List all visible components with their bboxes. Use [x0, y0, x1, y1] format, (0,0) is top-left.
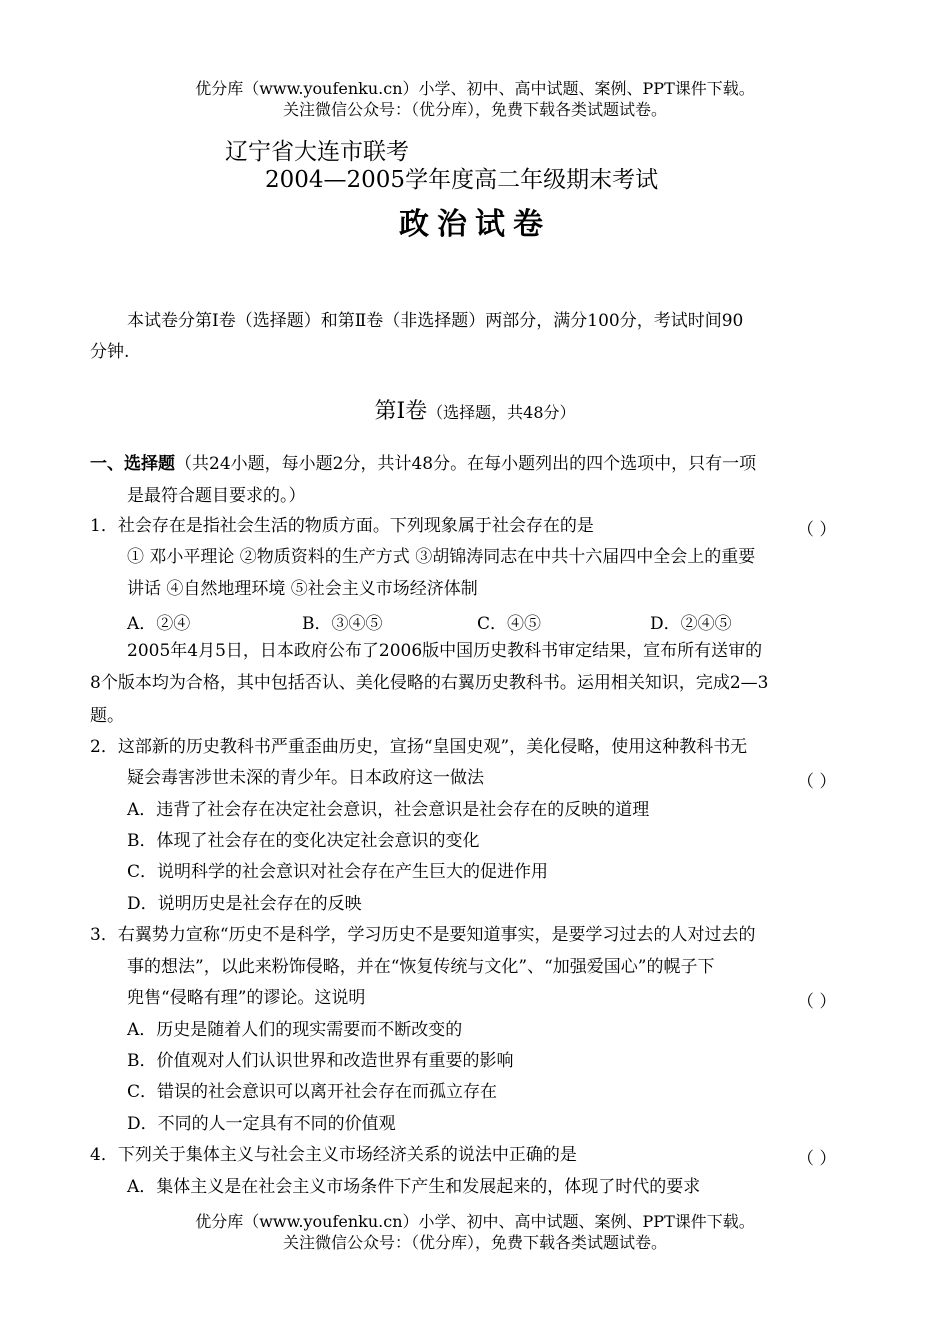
part1-heading [90, 453, 756, 475]
part1-desc: （共24小题，每小题2分，共计48分。在每小题列出的四个选项中，只有一项 [175, 454, 757, 474]
q1-items-1: ① 邓小平理论 ②物质资料的生产方式 ③胡锦涛同志在中共十六届四中全会上的重要 [127, 547, 756, 567]
q2-option-a: A．违背了社会存在决定社会意识，社会意识是社会存在的反映的道理 [127, 800, 650, 820]
section-heading: 第Ⅰ卷 [374, 399, 428, 424]
q3-option-c: C．错误的社会意识可以离开社会存在而孤立存在 [127, 1082, 498, 1102]
part1-desc-2: 是最符合题目要求的。） [127, 486, 306, 506]
intro-line-1: 本试卷分第Ⅰ卷（选择题）和第Ⅱ卷（非选择题）两部分，满分100分，考试时间90 [127, 311, 744, 331]
q3-stem-3: 兜售“侵略有理”的谬论。这说明 [127, 988, 366, 1008]
q2-stem-1: 2．这部新的历史教科书严重歪曲历史，宣扬“皇国史观”，美化侵略，使用这种教科书无 [90, 737, 748, 757]
material-line-1: 2005年4月5日，日本政府公布了2006版中国历史教科书审定结果，宣布所有送审的 [127, 641, 763, 661]
q4-stem: 4．下列关于集体主义与社会主义市场经济关系的说法中正确的是 [90, 1145, 577, 1165]
q2-answer-paren: （ ） [797, 772, 837, 792]
q3-option-b: B．价值观对人们认识世界和改造世界有重要的影响 [127, 1051, 514, 1071]
q2-option-b: B．体现了社会存在的变化决定社会意识的变化 [127, 831, 480, 851]
q1-stem: 1．社会存在是指社会生活的物质方面。下列现象属于社会存在的是 [90, 516, 594, 536]
q4-option-a: A．集体主义是在社会主义市场条件下产生和发展起来的，体现了时代的要求 [127, 1177, 701, 1197]
footer-line-2: 关注微信公众号：（优分库），免费下载各类试题试卷。 [282, 1233, 667, 1252]
q3-option-d: D．不同的人一定具有不同的价值观 [127, 1114, 396, 1134]
q2-stem-2: 疑会毒害涉世未深的青少年。日本政府这一做法 [127, 768, 484, 788]
q3-stem-2: 事的想法”，以此来粉饰侵略，并在“恢复传统与文化”、“加强爱国心”的幌子下 [127, 957, 715, 977]
q3-option-a: A．历史是随着人们的现实需要而不断改变的 [127, 1020, 463, 1040]
page-title: 政治试卷 [399, 207, 551, 242]
q1-items-2: 讲话 ④自然地理环境 ⑤社会主义市场经济体制 [127, 579, 478, 599]
exam-region: 辽宁省大连市联考 [225, 139, 409, 165]
q3-stem-1: 3．右翼势力宣称“历史不是科学，学习历史不是要知道事实，是要学习过去的人对过去的 [90, 925, 756, 945]
intro-line-2: 分钟. [90, 342, 130, 362]
section-title [0, 394, 950, 425]
exam-year: 2004—2005学年度高二年级期末考试 [265, 167, 659, 193]
q1-option-c: C．④⑤ [477, 614, 542, 634]
q2-option-d: D．说明历史是社会存在的反映 [127, 894, 362, 914]
header-line-1: 优分库（www.youfenku.cn）小学、初中、高中试题、案例、PPT课件下载。 [195, 79, 755, 98]
section-note: （选择题，共48分） [427, 403, 576, 422]
q1-option-b: B．③④⑤ [302, 614, 383, 634]
header-line-2: 关注微信公众号：（优分库），免费下载各类试题试卷。 [282, 100, 667, 119]
footer-line-1: 优分库（www.youfenku.cn）小学、初中、高中试题、案例、PPT课件下载。 [195, 1212, 755, 1231]
q1-option-d: D．②④⑤ [650, 614, 732, 634]
q1-option-a: A．②④ [127, 614, 191, 634]
q2-option-c: C．说明科学的社会意识对社会存在产生巨大的促进作用 [127, 862, 549, 882]
q4-answer-paren: （ ） [797, 1149, 837, 1169]
q3-answer-paren: （ ） [797, 992, 837, 1012]
q1-answer-paren: （ ） [797, 520, 837, 540]
material-line-2: 8个版本均为合格，其中包括否认、美化侵略的右翼历史教科书。运用相关知识，完成2—3 [90, 673, 769, 693]
material-line-3: 题。 [90, 706, 124, 726]
part1-label: 一、选择题 [90, 454, 175, 474]
